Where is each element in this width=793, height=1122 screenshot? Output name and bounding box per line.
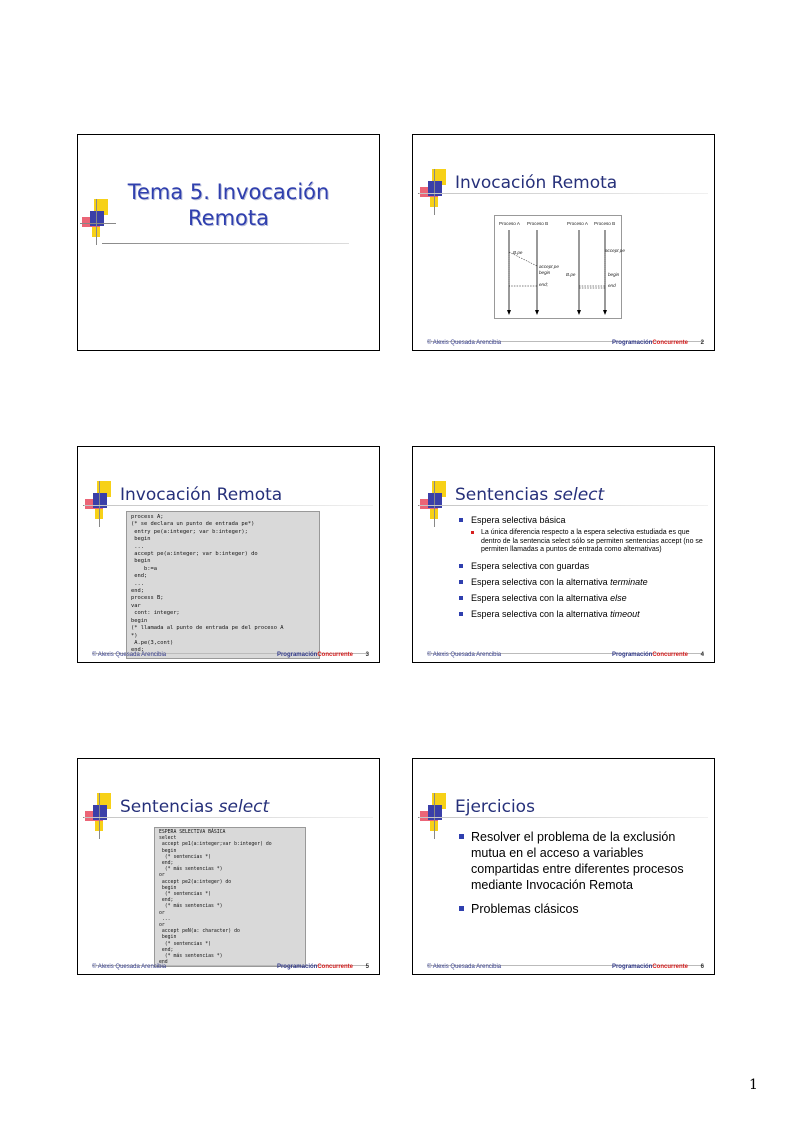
bullet-item: Espera selectiva con guardas [459,561,704,572]
page-number: 1 [749,1077,758,1093]
slide-number: 3 [365,652,369,658]
footer-brand: ProgramaciónConcurrente [611,652,688,658]
bullet-item: Problemas clásicos [459,901,684,917]
slide-logo [418,481,458,539]
bullet-list [459,829,684,925]
diagram-label: B.pe [513,250,523,255]
diagram-label: end; [539,282,548,287]
title-rule [419,817,708,818]
slide-title: Invocación Remota [455,173,618,193]
slide-logo [418,169,458,227]
title-rule [419,193,708,194]
diagram-label: begin [539,270,551,275]
cover-divider [102,243,349,244]
footer-copyright: © Alexis Quesada Arencibia [427,652,502,658]
diagram-header: Proceso A [567,221,588,226]
footer-copyright: © Alexis Quesada Arencibia [427,340,502,346]
footer-brand: ProgramaciónConcurrente [276,652,353,658]
slide-title: Ejercicios [455,797,535,817]
invocation-diagram [494,215,625,319]
slide-title: Sentencias select [120,797,270,817]
slide-1 [77,134,380,351]
footer-copyright: © Alexis Quesada Arencibia [92,964,167,970]
bullet-item: Espera selectiva con la alternativa else [459,593,704,604]
cover-title [78,179,379,231]
diagram-label: B.pe [566,272,576,277]
cover-title-line1: Tema 5. Invocación [127,180,330,204]
diagram-header: Proceso B [594,221,616,226]
slide-number: 6 [700,964,704,970]
slide-number: 2 [700,340,704,346]
bullet-item: Espera selectiva con la alternativa terminate [459,577,704,588]
bullet-item: Resolver el problema de la exclusión mutua en el acceso a variables compartidas entre diferentes procesos mediante Invocación Remota [459,829,684,893]
diagram-label: accept pe [539,264,559,269]
bullet-item: Espera selectiva básica [459,515,704,526]
title-rule [419,505,708,506]
slide-title: Sentencias select [455,485,605,505]
slide-3 [77,446,380,663]
sub-bullet-item: La única diferencia respecto a la espera selectiva estudiada es que dentro de la sentencia select sólo se permiten sentencias accept (no se permiten llamadas a puntos de entrada como alternativas) [459,529,704,555]
footer-brand: ProgramaciónConcurrente [611,340,688,346]
diagram-header: Proceso A [499,221,520,226]
slide-number: 4 [700,652,704,658]
bullet-item: Espera selectiva con la alternativa timeout [459,609,704,620]
diagram-label: begin [608,272,620,277]
diagram-lines [495,216,623,320]
footer-brand: ProgramaciónConcurrente [611,964,688,970]
slide-2 [412,134,715,351]
slide-4 [412,446,715,663]
diagram-label: accept pe [605,248,625,253]
bullet-list [459,515,704,625]
footer-copyright: © Alexis Quesada Arencibia [92,652,167,658]
slide-logo [418,793,458,851]
slide-5 [77,758,380,975]
slide-logo [83,481,123,539]
slide-number: 5 [365,964,369,970]
code-block: process A; (* se declara un punto de entrada pe*) entry pe(a:integer; var b:integer); begin ... accept pe(a:integer; var b:integer) do begin b:=a end; ... end; process B; var cont: integer; begin (* llamada al punto de entrada pe del proceso A *) A.pe(3,cont) end; [126,511,320,659]
cover-title-line2: Remota [188,206,269,230]
footer-brand: ProgramaciónConcurrente [276,964,353,970]
title-rule [84,817,373,818]
slide-6 [412,758,715,975]
code-block: ESPERA SELECTIVA BÁSICA select accept pe1(a:integer;var b:integer) do begin (* sentencias *) end; (* más sentencias *) or accept pe2(a:integer) do begin (* sentencias *) end; (* más sentencias *) or ... or accept peN(a: character) do begin (* sentencias *) end; (* más sentencias *) end [154,827,306,967]
diagram-label: end [608,283,616,288]
diagram-header: Proceso B [527,221,549,226]
slide-logo [83,793,123,851]
footer-copyright: © Alexis Quesada Arencibia [427,964,502,970]
slide-title: Invocación Remota [120,485,283,505]
title-rule [84,505,373,506]
